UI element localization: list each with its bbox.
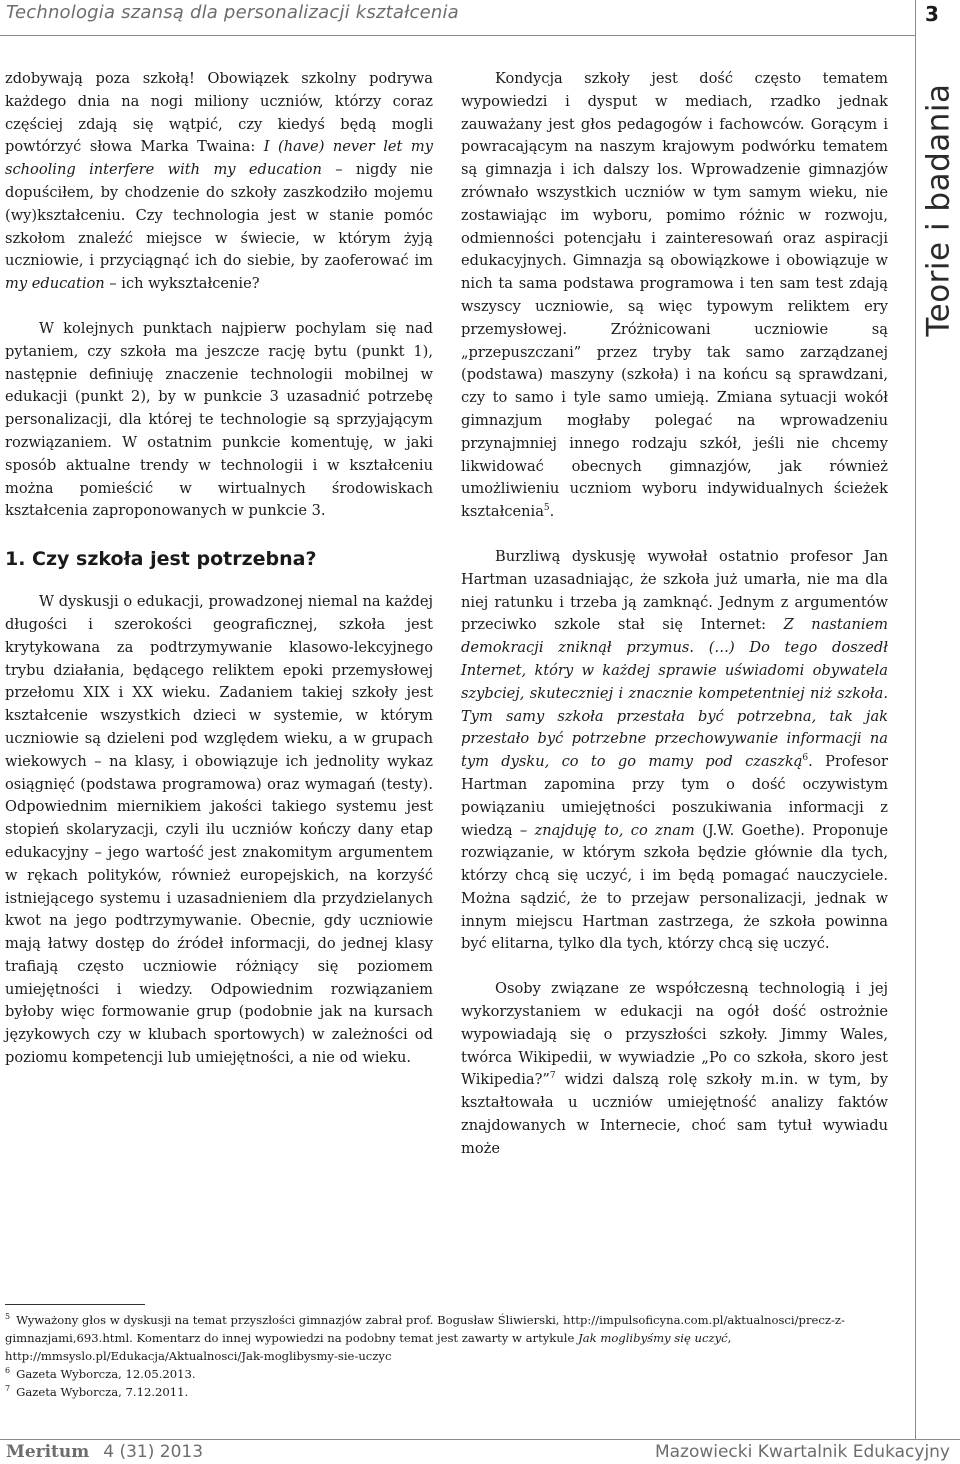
paragraph	[461, 978, 888, 1160]
text-run: Burzliwą dyskusję wywołał ostatnio profesor Jan Hartman uzasadniając, że szkoła już umarła, nie ma dla niej ratunku i trzeba ją zamknąć. Jednym z argumentów przeciwko szkole stał się Internet:	[461, 547, 888, 634]
text-run: (J.W. Goethe). Proponuje rozwiązanie, w którym szkoła będzie głównie dla tych, którzy chcą się uczyć, i im będą pomagać nauczyciele. Można sądzić, że to przejaw personalizacji, jednak w innym miejscu Hartman zastrzega, że szkoła powinna być elitarna, tylko dla tych, którzy chcą się uczyć.	[461, 821, 888, 953]
footer-divider	[0, 1439, 960, 1440]
text-run: – nigdy nie dopuściłem, by chodzenie do szkoły zaszkodziło mojemu (wy)kształceniu. Czy technologia jest w stanie pomóc szkołom znaleźć miejsce w świecie, w którym żyją uczniowie, i przyciągnąć ich do siebie, by zaoferować im	[5, 161, 433, 270]
right-column	[461, 68, 888, 1161]
text-run: Gazeta Wyborcza, 12.05.2013.	[16, 1367, 196, 1381]
section-side-tab	[919, 60, 959, 360]
footnote-6	[5, 1365, 885, 1383]
footnote-number: 7	[5, 1384, 11, 1394]
section-heading: 1. Czy szkoła jest potrzebna?	[5, 548, 317, 571]
text-run: Osoby związane ze współczesną technologią i jej wykorzystaniem w edukacji na ogół dość ostrożnie wypowiadają się o przyszłości szkoły. Jimmy Wales, twórca Wikipedii, w wywiadzie „Po co szkoła, skoro jest Wikipedia?”	[461, 980, 888, 1089]
footnotes	[5, 1311, 885, 1401]
side-tab-divider	[915, 35, 916, 1439]
italic-text: my education	[5, 275, 105, 293]
header-divider	[0, 35, 915, 36]
paragraph	[5, 68, 433, 296]
paragraph	[5, 591, 433, 1070]
footnote-reference: 7	[549, 1071, 556, 1082]
footnote-divider	[5, 1304, 145, 1305]
footnote-reference: 6	[802, 753, 809, 764]
text-run: W dyskusji o edukacji, prowadzonej niemal na każdej długości i szerokości geograficznej, szkoła jest krytykowana za podtrzymywanie klasowo-lekcyjnego trybu działania, będącego reliktem epoki przemysłowej przełomu XIX i XX wieku. Zadaniem takiej szkoły jest kształcenie wszystkich dzieci w systemie, w którym uczniowie są dzieleni pod względem wieku, a w grupach wiekowych – na klasy, i obowiązuje ich jednolity wykaz osiągnięć (podstawa programowa) oraz wymagań (testy). Odpowiednim miernikiem jakości takiego systemu jest stopień skolaryzacji, czyli ilu uczniów kończy dany etap edukacyjny – jego wartość jest znakomitym argumentem w rękach polityków, również europejskich, na korzyść istniejącego systemu i uzasadnieniem dla przydzielanych kwot na jego podtrzymywanie. Obecnie, gdy uczniowie mają łatwy dostęp do źródeł informacji, do jednej klasy trafiają często uczniowie różniący się poziomem umiejętności i wiedzy. Odpowiednim rozwiązaniem byłoby więc formowanie grup (podobnie jak na kursach językowych czy w klubach sportowych) w zależności od poziomu kompetencji lub umiejętności, a nie od wieku.	[5, 593, 433, 1067]
footnote-reference: 5	[543, 503, 550, 514]
paragraph	[461, 68, 888, 524]
text-run: .	[549, 503, 555, 521]
text-run: zdobywają poza szkołą! Obowiązek szkolny podrywa każdego dnia na nogi miliony uczniów, którzy coraz częściej zdają się wątpić, czy kiedyś będą mogli powtórzyć słowa Marka Twaina:	[5, 70, 433, 156]
running-header-title: Technologia szansą dla personalizacji kształcenia	[6, 2, 459, 23]
text-run: – ich wykształcenie?	[104, 275, 260, 293]
text-run: Wyważony głos w dyskusji na temat przyszłości gimnazjów zabrał prof. Bogusław Śliwierski, http://impulsoficyna.com.pl/aktualnosci/precz-z-gimnazjami,693.html. Komentarz do innej wypowiedzi na podobny temat jest zawarty w artykule	[5, 1313, 845, 1345]
journal-name: Meritum	[6, 1442, 90, 1462]
paragraph	[5, 318, 433, 523]
footnote-text	[16, 1367, 196, 1381]
italic-text: Jak moglibyśmy się uczyć	[578, 1331, 728, 1345]
footnote-5	[5, 1311, 885, 1365]
text-run: . Profesor Hartman zapomina przy tym o dość oczywistym powiązaniu umiejętności poszukiwania informacji z wiedzą –	[461, 753, 888, 839]
paragraph	[461, 546, 888, 956]
footnote-number: 5	[5, 1312, 11, 1322]
italic-text: znajduję to, co znam	[534, 821, 695, 839]
footnote-text	[16, 1385, 188, 1399]
text-run: Gazeta Wyborcza, 7.12.2011.	[16, 1385, 189, 1399]
text-run: widzi dalszą rolę szkoły m.in. w tym, by kształtowała u uczniów umiejętność analizy faktów znajdowanych w Internecie, choć sam tytuł wywiadu może	[461, 1071, 888, 1157]
publication-name: Mazowiecki Kwartalnik Edukacyjny	[654, 1442, 950, 1462]
footnote-number: 6	[5, 1366, 11, 1376]
italic-text: Z nastaniem demokracji zniknął przymus. (…) Do tego doszedł Internet, który w każdej sprawie uświadomi obywatela szybciej, skuteczniej i znacznie kompetentniej niż szkoła. Tym samy szkoła przestała być potrzebna, tak jak przestało być potrzebne przechowywanie informacji na tym dysku, co to go mamy pod czaszką	[461, 616, 888, 771]
footnote-text	[5, 1313, 845, 1363]
page-number: 3	[925, 2, 939, 26]
footnote-7	[5, 1383, 885, 1401]
text-run: W kolejnych punktach najpierw pochylam się nad pytaniem, czy szkoła ma jeszcze rację bytu (punkt 1), następnie definiuję znaczenie technologii mobilnej w edukacji (punkt 2), by w punkcie 3 uzasadnić potrzebę personalizacji, dla której te technologie są sprzyjającym rozwiązaniem. W ostatnim punkcie komentuję, w jaki sposób aktualne trendy w technologii i w kształceniu można pomieścić w wirtualnych środowiskach kształcenia zaproponowanych w punkcie 3.	[5, 319, 433, 520]
section-side-tab-label: Teorie i badania	[921, 83, 958, 337]
left-column	[5, 68, 433, 1070]
text-run: Kondycja szkoły jest dość często tematem wypowiedzi i dysput w mediach, rzadko jednak zauważany jest głos pedagogów i fachowców. Gorącym i powracającym na naszym krajowym podwórku tematem są gimnazja i ich dalszy los. Wprowadzenie gimnazjów zrównało wszystkich uczniów w tym samym wieku, nie zostawiając im wyboru, pomimo różnic w rozwoju, odmienności potencjału i zainteresowań oraz aspiracji edukacyjnych. Gimnazja są obowiązkowe i obowiązuje w nich ta sama podstawa programowa i ten sam test zdają wszyscy uczniowie, są więc typowym reliktem ery przemysłowej. Zróżnicowani uczniowie są „przepuszczani” przez tryby tak samo zarządzanej (podstawa) maszyny (szkoła) i na końcu są sprawdzani, czy to samo i tyle samo umieją. Zmiana sytuacji wokół gimnazjum mogłaby polegać na wprowadzeniu przynajmniej innego rodzaju szkół, jeśli nie chcemy likwidować obecnych gimnazjów, jak również umożliwieniu uczniom wyboru indywidualnych ścieżek kształcenia	[461, 70, 888, 521]
italic-text: I (have) never let my schooling interfere with my education	[5, 138, 433, 179]
issue-number: 4 (31) 2013	[103, 1442, 204, 1462]
footer-issue-info	[6, 1442, 203, 1462]
text-run: , http://mmsyslo.pl/Edukacja/Aktualnosci/Jak-moglibysmy-sie-uczyc	[5, 1331, 732, 1363]
header-vertical-divider	[915, 0, 916, 35]
